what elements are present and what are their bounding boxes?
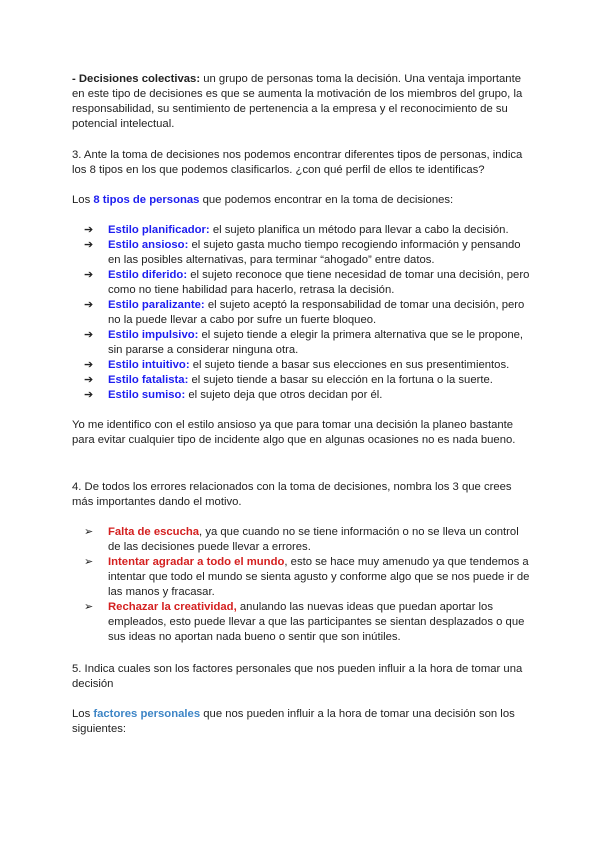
error-name: Rechazar la creatividad,	[108, 601, 237, 613]
intro-label: - Decisiones colectivas:	[72, 73, 201, 85]
error-name: Falta de escucha	[108, 526, 200, 538]
lead-before: Los	[72, 194, 94, 206]
style-name: Estilo fatalista:	[108, 374, 189, 386]
question-3	[72, 148, 530, 178]
style-text: el sujeto gasta mucho tiempo recogiendo información y pensando en las posibles alternativas, para terminar “ahogado” entre datos.	[108, 239, 521, 266]
style-text: el sujeto tiende a elegir la primera alternativa que se le propone, sin pararse a considerar ninguna otra.	[108, 329, 524, 356]
style-text: el sujeto planifica un método para llevar a cabo la decisión.	[209, 224, 509, 236]
arrow-icon: ➔	[84, 239, 94, 251]
arrow-icon: ➔	[84, 359, 94, 371]
triangle-bullet-icon: ➢	[84, 556, 94, 568]
list-item	[72, 525, 530, 555]
style-name: Estilo planificador:	[108, 224, 210, 236]
question-3-text: 3. Ante la toma de decisiones nos podemos encontrar diferentes tipos de personas, indica los 8 tipos en los que podemos clasificarlos. ¿con qué perfil de ellos te identificas?	[72, 149, 523, 176]
error-name: Intentar agradar a todo el mundo	[108, 556, 285, 568]
style-name: Estilo intuitivo:	[108, 359, 190, 371]
question-5	[72, 662, 530, 692]
answer-text: Yo me identifico con el estilo ansioso ya que para tomar una decisión la planeo bastante para evitar cualquier tipo de incidente algo que en algunas ocasiones no es nada bueno.	[72, 419, 516, 446]
question-4-text: 4. De todos los errores relacionados con la toma de decisiones, nombra los 3 que crees más importantes dando el motivo.	[72, 481, 512, 508]
question-5-lead	[72, 707, 530, 737]
arrow-icon: ➔	[84, 224, 94, 236]
list-item	[72, 238, 530, 268]
list-item	[72, 600, 530, 645]
list-item	[72, 268, 530, 298]
error-text: , ya que cuando no se tiene información o no se lleva un control de las decisiones puede llevar a errores.	[108, 526, 519, 553]
triangle-bullet-icon: ➢	[84, 526, 94, 538]
styles-list-wrapper	[72, 223, 530, 403]
list-item	[72, 358, 530, 373]
question-3-answer	[72, 418, 530, 448]
question-5-text: 5. Indica cuales son los factores personales que nos pueden influir a la hora de tomar una decisión	[72, 663, 523, 690]
intro-text: un grupo de personas toma la decisión. Una ventaja importante en este tipo de decisiones es que se aumenta la motivación de los miembros del grupo, la responsabilidad, su sentimiento de pertenencia a la empresa y el reconocimiento de su potencial intelectual.	[72, 73, 523, 130]
style-text: el sujeto deja que otros decidan por él.	[185, 389, 383, 401]
errors-list-wrapper	[72, 525, 530, 645]
style-text: el sujeto reconoce que tiene necesidad de tomar una decisión, pero como no tiene habilidad para hacerlo, retrasa la decisión.	[108, 269, 530, 296]
style-text: el sujeto aceptó la responsabilidad de tomar una decisión, pero no la puede llevar a cabo por sufre un fuerte bloqueo.	[108, 299, 525, 326]
lead-after: que podemos encontrar en la toma de decisiones:	[199, 194, 454, 206]
list-item	[72, 328, 530, 358]
styles-list	[72, 223, 530, 403]
list-item	[72, 388, 530, 403]
question-3-lead	[72, 193, 530, 208]
style-text: el sujeto tiende a basar sus elecciones en sus presentimientos.	[189, 359, 510, 371]
error-text: , esto se hace muy amenudo ya que tendemos a intentar que todo el mundo se sienta agusto y conforme algo que se nos puede ir de las manos y fracasar.	[108, 556, 530, 598]
style-name: Estilo ansioso:	[108, 239, 189, 251]
lead-highlight: factores personales	[93, 708, 201, 720]
style-text: el sujeto tiende a basar su elección en la fortuna o la suerte.	[188, 374, 493, 386]
lead-before: Los	[72, 708, 94, 720]
question-4	[72, 480, 530, 510]
arrow-icon: ➔	[84, 299, 94, 311]
style-name: Estilo paralizante:	[108, 299, 205, 311]
list-item	[72, 298, 530, 328]
list-item	[72, 373, 530, 388]
style-name: Estilo impulsivo:	[108, 329, 199, 341]
lead-highlight: 8 tipos de personas	[93, 194, 200, 206]
intro-paragraph	[72, 72, 530, 132]
style-name: Estilo diferido:	[108, 269, 188, 281]
arrow-icon: ➔	[84, 374, 94, 386]
style-name: Estilo sumiso:	[108, 389, 186, 401]
triangle-bullet-icon: ➢	[84, 601, 94, 613]
arrow-icon: ➔	[84, 269, 94, 281]
list-item	[72, 555, 530, 600]
arrow-icon: ➔	[84, 389, 94, 401]
arrow-icon: ➔	[84, 329, 94, 341]
error-text: anulando las nuevas ideas que puedan aportar los empleados, esto puede llevar a que las participantes se sientan desplazados o que sus ideas no aportan nada bueno o sentir que son inútiles.	[108, 601, 525, 643]
errors-list	[72, 525, 530, 645]
lead-after: que nos pueden influir a la hora de tomar una decisión son los siguientes:	[72, 708, 515, 735]
list-item	[72, 223, 530, 238]
